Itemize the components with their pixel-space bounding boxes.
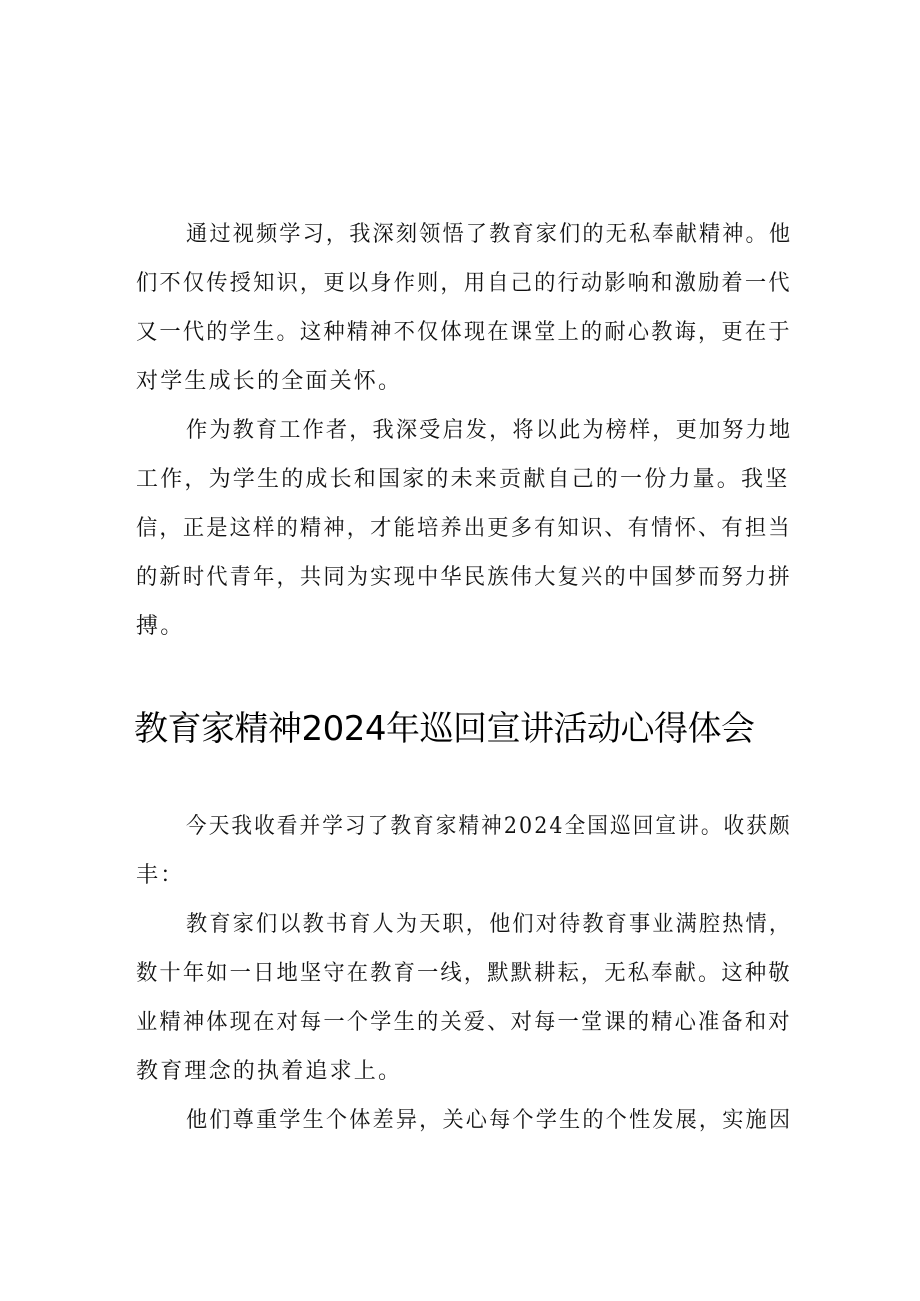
text-line: 信，正是这样的精神，才能培养出更多有知识、有情怀、有担当 (136, 516, 792, 541)
text-line: 教育理念的执着追求上。 (136, 1059, 403, 1084)
text-line: 今天我收看并学习了教育家精神2024全国巡回宣讲。收获颇 (186, 814, 792, 839)
text-line: 业精神体现在对每一个学生的关爱、对每一堂课的精心准备和对 (136, 1010, 792, 1035)
text-line: 他们尊重学生个体差异，关心每个学生的个性发展，实施因 (186, 1108, 793, 1133)
text-line: 们不仅传授知识，更以身作则，用自己的行动影响和激励着一代 (136, 271, 792, 296)
text-line: 搏。 (136, 614, 185, 639)
text-line: 对学生成长的全面关怀。 (136, 369, 403, 394)
text-line: 教育家们以教书育人为天职，他们对待教育事业满腔热情， (186, 912, 793, 937)
text-line: 工作，为学生的成长和国家的未来贡献自己的一份力量。我坚 (136, 467, 790, 492)
text-line: 又一代的学生。这种精神不仅体现在课堂上的耐心教诲，更在于 (136, 320, 792, 345)
text-line: 的新时代青年，共同为实现中华民族伟大复兴的中国梦而努力拼 (136, 565, 792, 590)
text-line: 通过视频学习，我深刻领悟了教育家们的无私奉献精神。他 (186, 222, 793, 247)
text-line: 数十年如一日地坚守在教育一线，默默耕耘，无私奉献。这种敬 (136, 961, 792, 986)
section-heading: 教育家精神2024年巡回宣讲活动心得体会 (134, 709, 755, 749)
text-line: 丰： (136, 863, 185, 888)
text-line: 作为教育工作者，我深受启发，将以此为榜样，更加努力地 (186, 418, 793, 443)
